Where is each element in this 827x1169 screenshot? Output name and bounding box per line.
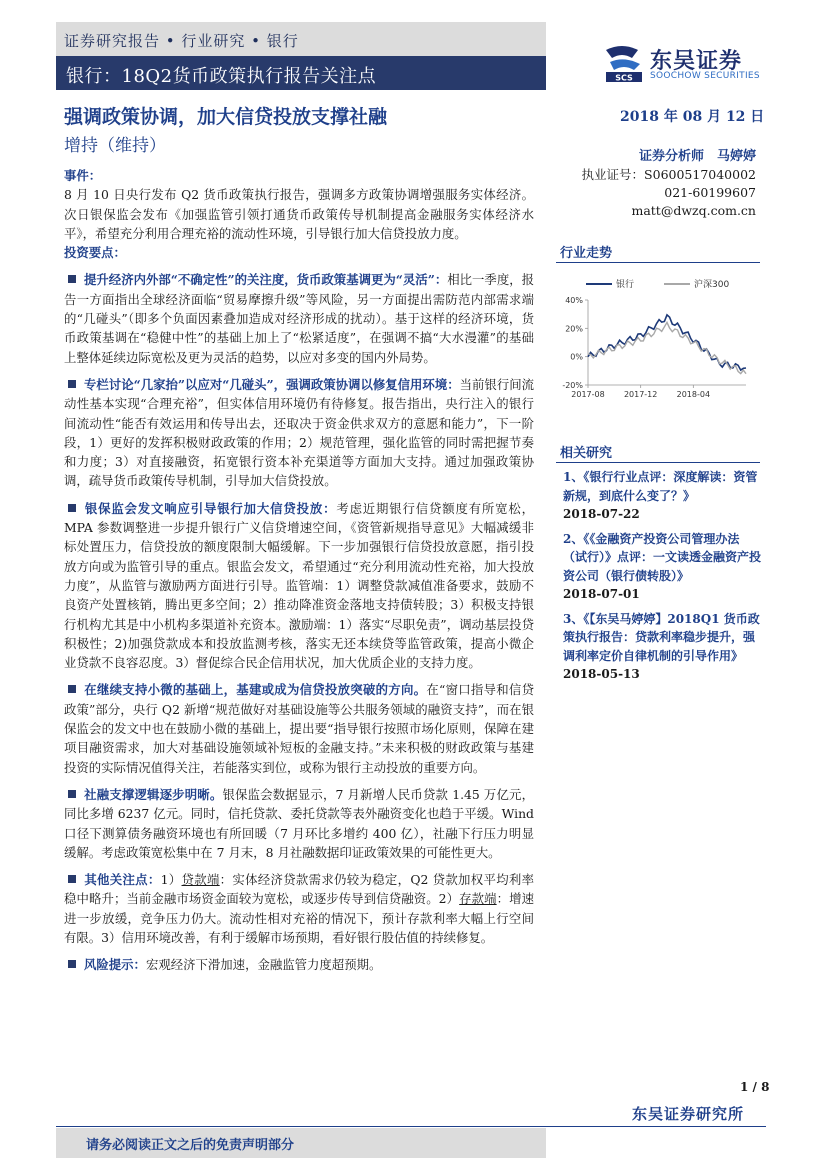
related-item[interactable] xyxy=(563,610,763,684)
bullet-square-icon xyxy=(68,875,76,883)
related-heading: 相关研究 xyxy=(560,446,613,461)
footer-disclaimer: 请务必阅读正文之后的免责声明部分 xyxy=(86,1138,295,1153)
header-title-band xyxy=(56,56,546,90)
bullet-square-icon xyxy=(68,380,76,388)
point-6-loan-term: 贷款端 xyxy=(181,872,220,888)
related-item-title[interactable]: 2、《《金融资产投资公司管理办法（试行）》点评：一文读透金融资产投资公司（银行债转股）》 xyxy=(563,531,762,583)
header-bar xyxy=(56,22,546,90)
legend-label: 沪深300 xyxy=(694,280,730,290)
rating: 增持（维持） xyxy=(64,136,166,156)
point-5-head: 社融支撑逻辑逐步明晰。 xyxy=(84,786,223,802)
bullet-square-icon xyxy=(68,504,76,512)
breadcrumb: 证券研究报告 • 行业研究 • 银行 xyxy=(64,32,299,50)
related-item[interactable] xyxy=(563,530,763,604)
y-tick-label: 0% xyxy=(570,352,583,362)
report-title: 银行：18Q2货币政策执行报告关注点 xyxy=(66,66,377,87)
point-6 xyxy=(64,870,534,947)
logo-name-en: SOOCHOW SECURITIES xyxy=(650,71,760,81)
points-label: 投资要点： xyxy=(64,245,126,261)
bullet-square-icon xyxy=(68,685,76,693)
point-4-text: 在“窗口指导和信贷政策”部分，央行 Q2 新增“规范做好对基础设施等公共服务领域的融资支持”，而在银保监会的发文中也在鼓励小微的基础上，提出要“指导银行按照市场化原则，保障在建项目融资需求，加大对基础设施领域补短板的金融支持。”未来积极的财政政策与基建投资的实际情况值得关注，若能落实到位，或称为银行主动投放的重要方向。 xyxy=(64,682,534,775)
related-item-date: 2018-07-22 xyxy=(563,507,640,521)
point-5 xyxy=(64,785,534,862)
y-tick-label: 40% xyxy=(565,296,583,305)
footer-divider xyxy=(56,1126,766,1127)
analyst-block xyxy=(556,148,756,220)
bullet-square-icon xyxy=(68,275,76,283)
point-6-head: 其他关注点： xyxy=(84,872,161,888)
point-7-head: 风险提示： xyxy=(84,957,146,973)
footer-bar xyxy=(56,1128,546,1158)
y-tick-label: -20% xyxy=(562,381,583,390)
point-4-head: 在继续支持小微的基础上，基建或成为信贷投放突破的方向。 xyxy=(84,682,427,698)
logo-name-cn: 东吴证券 xyxy=(650,49,743,74)
analyst-name: 证券分析师 马婷婷 xyxy=(638,149,756,164)
point-5-text: 银保监会数据显示，7 月新增人民币贷款 1.45 万亿元，同比多增 6237 亿元。同时，信托贷款、委托贷款等表外融资变化也趋于平缓。Wind 口径下测算债务融资环境也有所回暖（7 月环比多增约 400 亿），社融下行压力明显缓解。考虑政策宽松集中在 7 月末，8 月社融数据印证政策效果的可能性更大。 xyxy=(64,786,535,860)
bullet-square-icon xyxy=(68,790,76,798)
point-2-head: 专栏讨论“几家抬”以应对“几碰头”，强调政策协调以修复信用环境： xyxy=(84,376,460,392)
point-7-text: 宏观经济下滑加速，金融监管力度超预期。 xyxy=(145,957,382,973)
trend-heading: 行业走势 xyxy=(560,246,613,261)
y-tick-label: 20% xyxy=(565,324,583,334)
trend-chart xyxy=(556,270,756,410)
analyst-email[interactable]: matt@dwzq.com.cn xyxy=(631,203,756,218)
main-content xyxy=(64,166,534,975)
point-3-text: 考虑近期银行信贷额度有所宽松，MPA 参数调整进一步提升银行广义信贷增速空间，《资管新规指导意见》大幅减缓非标处置压力，信贷投放的额度限制大幅缓解。下一步加强银行信贷投放意愿，指引投放方向或为监管引导的重点。银监会发文，希望通过“充分利用流动性充裕，加大投放力度”，从监管与激励两方面进行引导。监管端：1）调整贷款减值准备要求，鼓励不良资产处置核销，腾出更多空间；2）推动降准资金落地支持债转股；3）积极支持银行机构尤其是中小机构多渠道补充资本。激励端：1）落实“尽职免责”，调动基层投贷积极性；2)加强贷款成本和投放监测考核，落实无还本续贷等监管政策，提高小微企业贷款不良容忍度。3）督促综合民企信用状况，加大优质企业的支持力度。 xyxy=(64,500,535,671)
point-6-text-a: 1） xyxy=(160,872,182,888)
x-tick-label: 2018-04 xyxy=(676,390,711,399)
point-1 xyxy=(64,270,534,366)
point-1-head: 提升经济内外部“不确定性”的关注度，货币政策基调更为“灵活”： xyxy=(84,272,448,288)
page-title: 强调政策协调，加大信贷投放支撑社融 xyxy=(64,106,388,128)
company-logo xyxy=(602,44,782,88)
related-item-title[interactable]: 3、《【东吴马婷婷】2018Q1 货币政策执行报告：贷款利率稳步提升，强调利率定价自律机制的引导作用》 xyxy=(563,611,760,663)
related-item-title[interactable]: 1、《银行行业点评：深度解读：资管新规，到底什么变了？》 xyxy=(563,470,758,503)
x-tick-label: 2017-08 xyxy=(571,390,605,399)
related-item-date: 2018-07-01 xyxy=(563,587,640,601)
footer-org: 东吴证券研究所 xyxy=(632,1105,745,1123)
point-2 xyxy=(64,375,534,491)
event-label: 事件： xyxy=(64,168,102,183)
related-item-date: 2018-05-13 xyxy=(563,667,640,681)
analyst-phone: 021-60199607 xyxy=(664,185,756,200)
related-item[interactable] xyxy=(563,468,763,524)
point-3-head: 银保监会发文响应引导银行加大信贷投放： xyxy=(84,500,337,516)
related-list xyxy=(563,462,763,684)
page-number: 1 / 8 xyxy=(740,1080,770,1094)
logo-mark-text: SCS xyxy=(615,73,633,83)
point-6-text-b: ：实体经济贷款需求仍较为稳定，Q2 贷款加权平均利率稳中略升；当前金融市场资金面较为宽松，或逐步传导到信贷融资。2） xyxy=(64,872,535,907)
point-7 xyxy=(64,955,534,974)
legend-label: 银行 xyxy=(616,280,635,290)
analyst-license: 执业证号：S0600517040002 xyxy=(581,167,756,182)
point-6-text-c: ：增速进一步放缓，竞争压力仍大。流动性相对充裕的情况下，预计存款利率大幅上行空间有限。3）信用环境改善，有利于缓解市场预期，看好银行股估值的持续修复。 xyxy=(64,891,534,945)
trend-chart-svg xyxy=(556,270,756,410)
logo-mark-icon xyxy=(602,44,646,84)
x-tick-label: 2017-12 xyxy=(623,390,658,399)
point-1-text: 相比一季度，报告一方面指出全球经济面临“贸易摩擦升级”等风险，另一方面提出需防范内部需求端的“几碰头”（即多个负面因素叠加造成对经济形成的扰动）。基于这样的经济环境，货币政策基调在“稳健中性”的基础上加上了“松紧适度”，在强调不搞“大水漫灌”的基础上整体延续边际宽松及更为灵活的趋势，以应对多变的国内外局势。 xyxy=(64,272,535,365)
point-2-text: 当前银行间流动性基本实现“合理充裕”，但实体信用环境仍有待修复。报告指出，央行注入的银行间流动性“能否有效运用和传导出去，还取决于资金供求双方的意愿和能力”，下一阶段，1）更好的发挥积极财政政策的作用；2）规范管理，强化监管的同时需把握节奏和力度；3）对直接融资，拓宽银行资本补充渠道等方面加大支持。通过加强政策协调，疏导货币政策传导机制，引导加大信贷投放。 xyxy=(64,376,534,489)
trend-rule xyxy=(556,262,760,263)
point-6-deposit-term: 存款端 xyxy=(459,891,497,907)
report-date: 2018 年 08 月 12 日 xyxy=(620,109,765,125)
point-4 xyxy=(64,680,534,776)
event-text: 8 月 10 日央行发布 Q2 货币政策执行报告，强调多方政策协调增强服务实体经济。次日银保监会发布《加强监管引领打通货币政策传导机制提高金融服务实体经济水平》，希望充分利用合理充裕的流动性环境，引导银行加大信贷投放力度。 xyxy=(64,187,534,241)
point-3 xyxy=(64,499,534,673)
bullet-square-icon xyxy=(68,960,76,968)
